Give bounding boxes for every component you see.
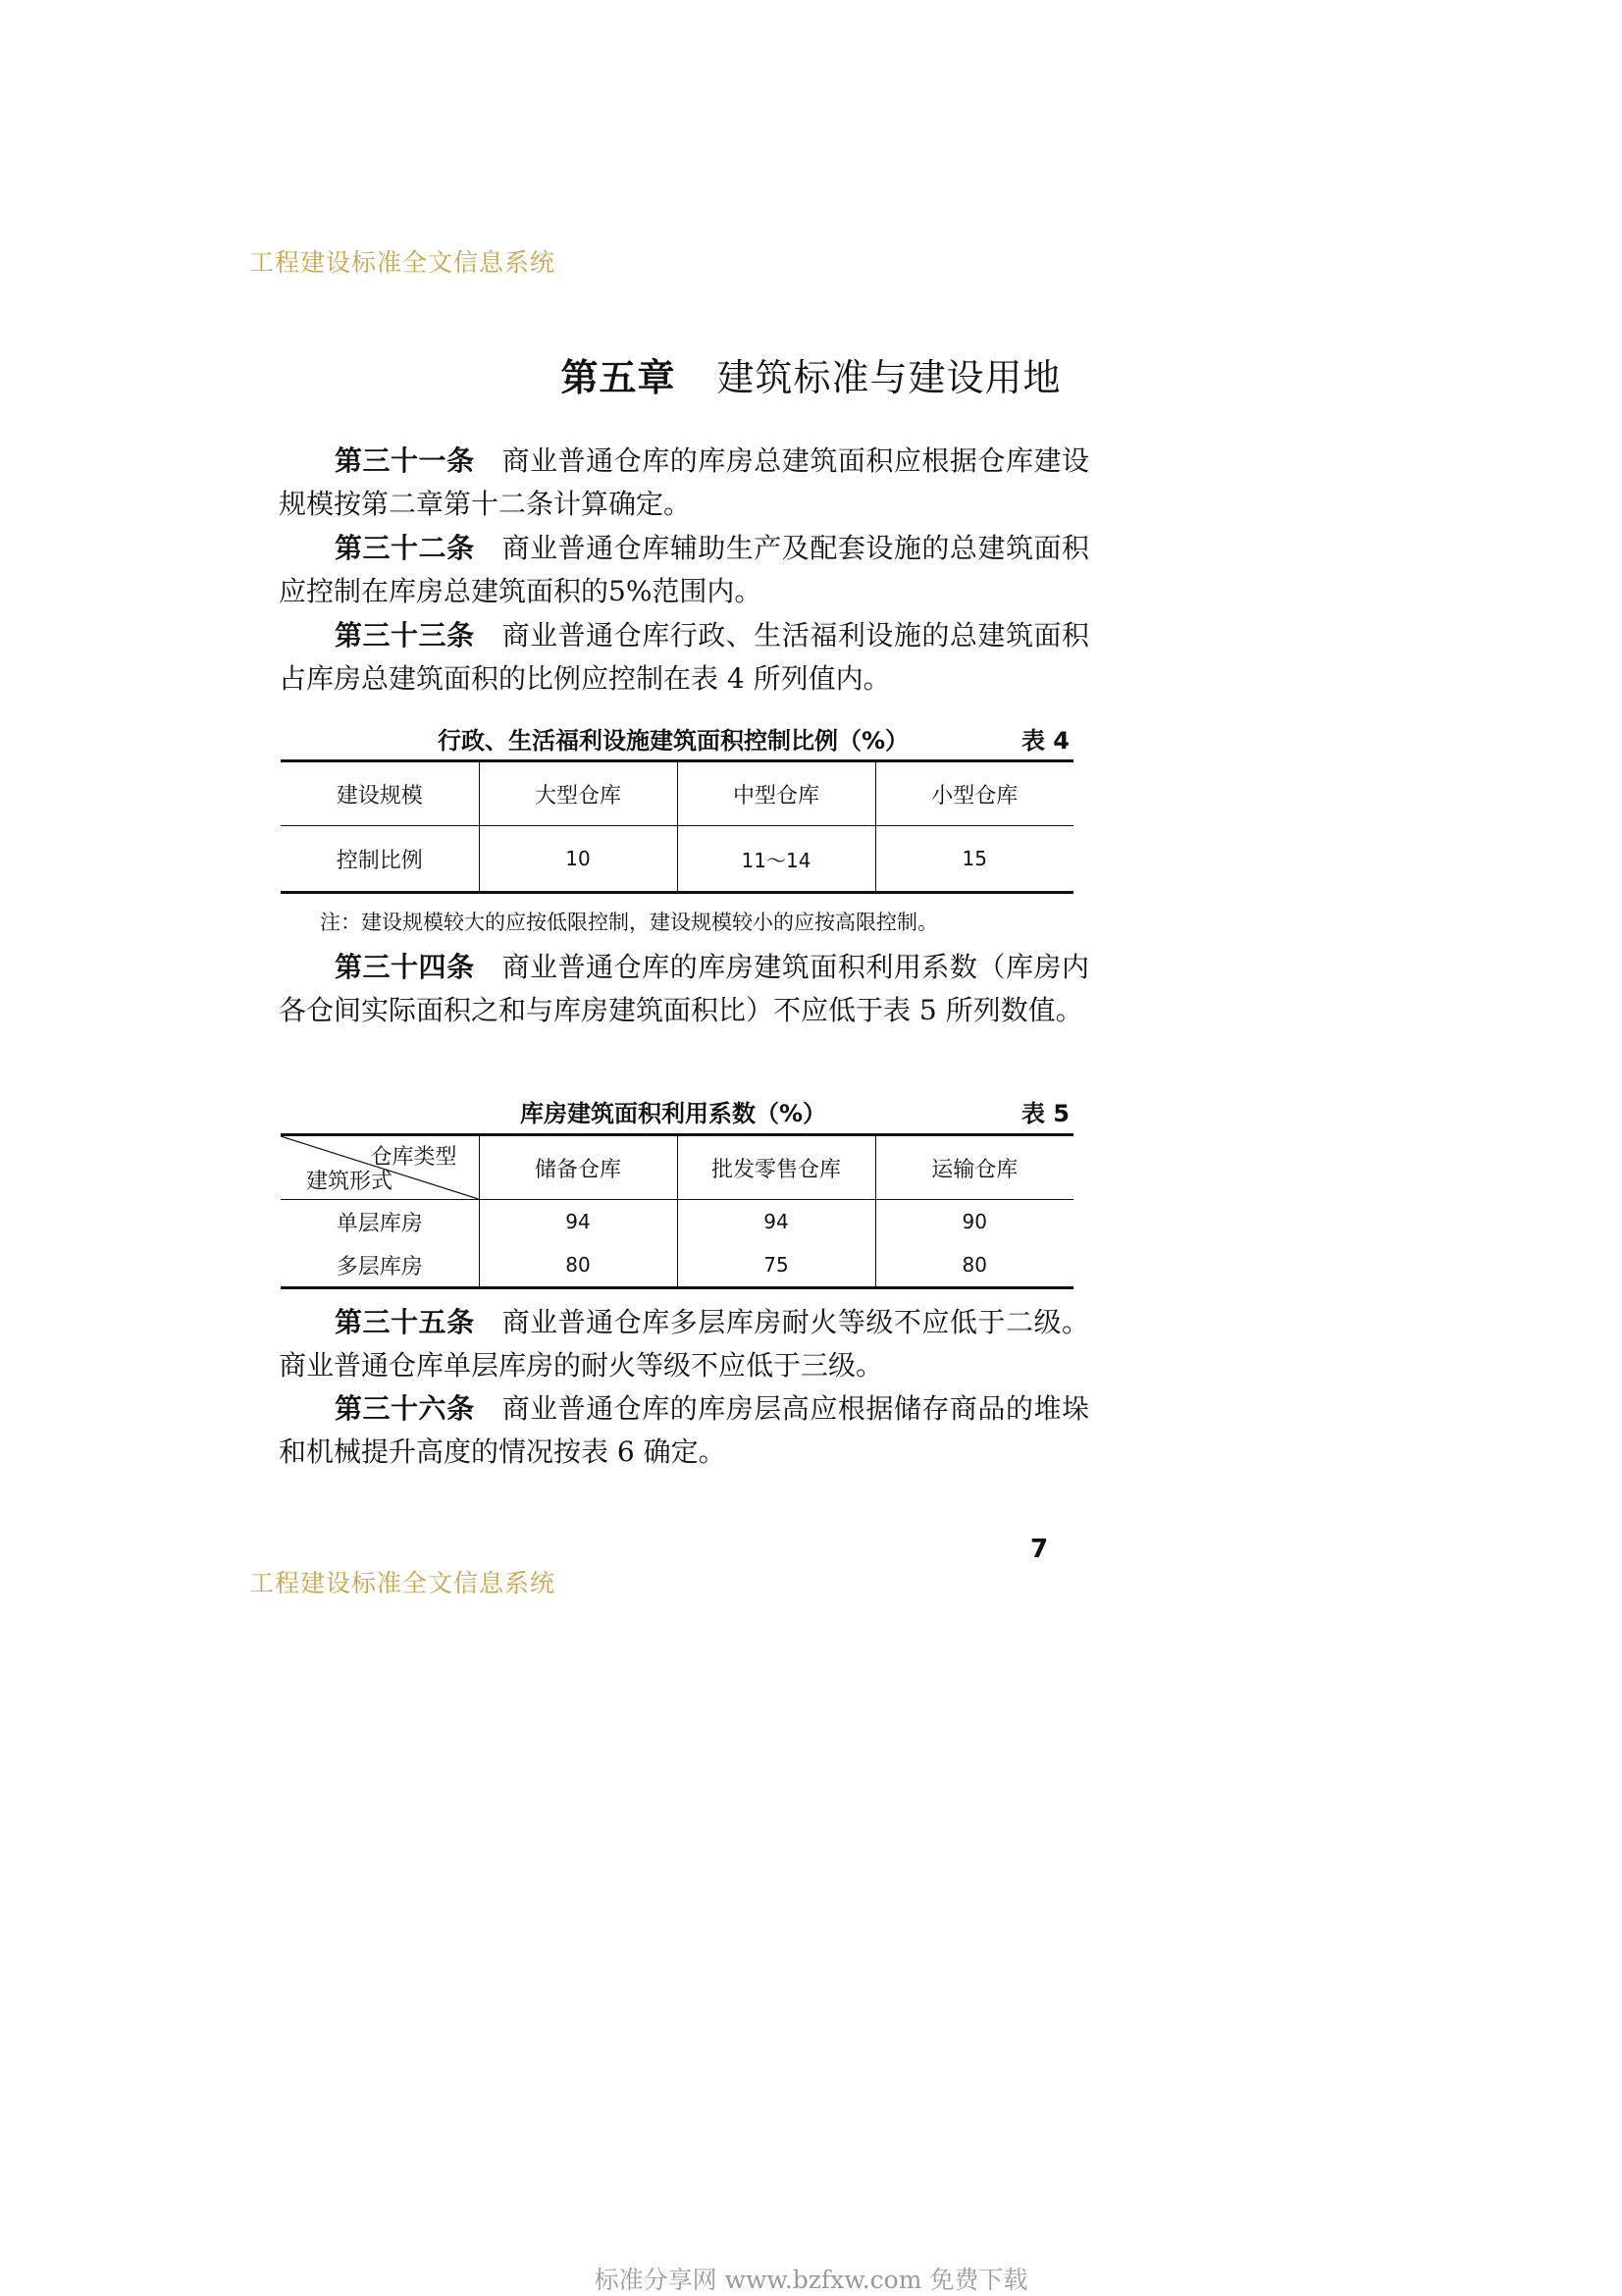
- table-header-cell: 建设规模: [281, 761, 479, 826]
- table-cell: 10: [479, 826, 677, 893]
- table-row: [281, 1135, 1073, 1200]
- table-cell: 15: [875, 826, 1073, 893]
- article-label: 第三十一条: [335, 444, 475, 477]
- table-row: [281, 1243, 1073, 1288]
- footer-download-banner: 标准分享网 www.bzfxw.com 免费下载: [594, 2266, 1028, 2294]
- article-text: 商业普通仓库行政、生活福利设施的总建筑面积占库房总建筑面积的比例应控制在表 4 所列值内。: [279, 619, 1089, 695]
- table-cell: 80: [479, 1243, 677, 1288]
- article-text: 商业普通仓库的库房总建筑面积应根据仓库建设规模按第二章第十二条计算确定。: [279, 444, 1089, 520]
- article-35: [279, 1301, 1089, 1387]
- chapter-number: 第五章: [560, 356, 676, 399]
- corner-top-label: 仓库类型: [370, 1145, 457, 1170]
- table-header-cell: 大型仓库: [479, 761, 677, 826]
- watermark-bottom: 工程建设标准全文信息系统: [249, 1569, 556, 1597]
- table-cell: 控制比例: [336, 848, 423, 873]
- article-label: 第三十六条: [335, 1392, 475, 1425]
- page-number: 7: [1030, 1535, 1049, 1564]
- corner-bottom-label: 建筑形式: [306, 1170, 393, 1194]
- table5-title: 库房建筑面积利用系数（%）: [519, 1100, 827, 1127]
- table-row: [281, 826, 1073, 893]
- article-label: 第三十五条: [335, 1306, 475, 1338]
- article-31: [279, 440, 1089, 526]
- watermark-top: 工程建设标准全文信息系统: [249, 248, 556, 277]
- article-36: [279, 1387, 1089, 1474]
- article-label: 第三十二条: [335, 532, 475, 564]
- table-header-cell: 小型仓库: [875, 761, 1073, 826]
- table-corner-cell: [281, 1135, 479, 1200]
- table-cell: 90: [875, 1200, 1073, 1244]
- table4-note: 注：建设规模较大的应按低限控制，建设规模较小的应按高限控制。: [320, 911, 938, 934]
- article-text: 商业普通仓库多层库房耐火等级不应低于二级。商业普通仓库单层库房的耐火等级不应低于三级。: [279, 1306, 1089, 1382]
- article-text: 商业普通仓库的库房层高应根据储存商品的堆垛和机械提升高度的情况按表 6 确定。: [279, 1392, 1089, 1468]
- article-33: [279, 614, 1089, 701]
- table4: [281, 759, 1073, 894]
- table-cell: 80: [875, 1243, 1073, 1288]
- article-32: [279, 527, 1089, 613]
- table-cell: 94: [677, 1200, 875, 1244]
- table4-title: 行政、生活福利设施建筑面积控制比例（%）: [437, 727, 910, 755]
- article-label: 第三十四条: [335, 951, 475, 983]
- table-cell: 多层库房: [336, 1254, 423, 1279]
- table-cell: 11～14: [677, 826, 875, 893]
- table-header-cell: 中型仓库: [677, 761, 875, 826]
- table-cell: 94: [479, 1200, 677, 1244]
- table-cell: 75: [677, 1243, 875, 1288]
- table5: [281, 1133, 1073, 1289]
- table5-number: 表 5: [1020, 1100, 1070, 1127]
- table-header-cell: 批发零售仓库: [677, 1135, 875, 1200]
- table-header-cell: 储备仓库: [479, 1135, 677, 1200]
- table-row: [281, 761, 1073, 826]
- article-text: 商业普通仓库的库房建筑面积利用系数（库房内各仓间实际面积之和与库房建筑面积比）不应低于表 5 所列数值。: [279, 951, 1089, 1026]
- table4-number: 表 4: [1020, 727, 1070, 755]
- article-34: [279, 946, 1089, 1032]
- table-header-cell: 运输仓库: [875, 1135, 1073, 1200]
- chapter-title: 建筑标准与建设用地: [716, 356, 1062, 399]
- table-row: [281, 1200, 1073, 1244]
- article-text: 商业普通仓库辅助生产及配套设施的总建筑面积应控制在库房总建筑面积的5%范围内。: [279, 532, 1089, 607]
- article-label: 第三十三条: [335, 619, 475, 652]
- table-cell: 单层库房: [336, 1211, 423, 1236]
- chapter-heading: [0, 347, 1622, 401]
